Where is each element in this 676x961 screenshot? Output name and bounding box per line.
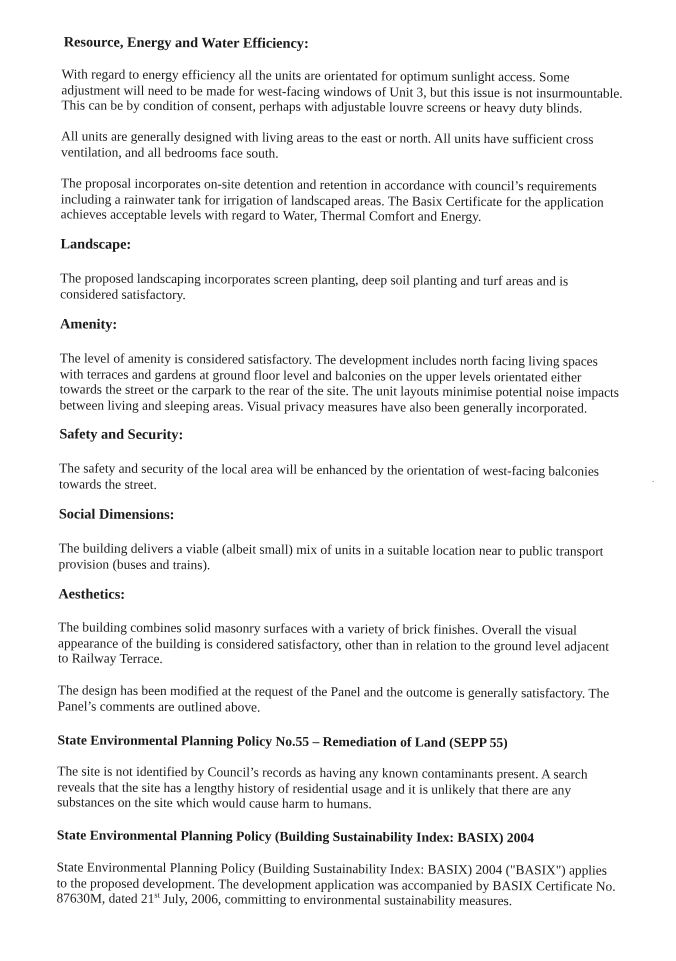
text-line-certificate-date (56, 891, 615, 910)
heading-resource-energy-water: Resource, Energy and Water Efficiency: (63, 34, 309, 52)
text-line: The safety and security of the local area will be enhanced by the orientation of west-facing balconies (59, 460, 600, 479)
heading-landscape: Landscape: (60, 236, 132, 253)
text-line: to Railway Terrace. (57, 650, 163, 667)
text-line: achieves acceptable levels with regard to Water, Thermal Comfort and Energy. (60, 206, 482, 225)
paragraph-landscape (60, 270, 568, 304)
text-line: including a rainwater tank for irrigation of landscaped areas. The Basix Certificate for the application (60, 190, 604, 210)
text-line: with terraces and gardens at ground floor level and balconies on the upper levels orientated either (59, 365, 582, 385)
text-line: to the proposed development. The development application was accompanied by BASIX Certificate No. (56, 874, 616, 894)
heading-basix: State Environmental Planning Policy (Building Sustainability Index: BASIX) 2004 (56, 827, 535, 846)
text-line: This can be by condition of consent, perhaps with adjustable louvre screens or heavy duty blinds. (61, 97, 583, 116)
text-line: The proposal incorporates on-site detention and retention in accordance with council’s requirements (60, 175, 597, 194)
paragraph-amenity (59, 350, 619, 416)
heading-safety-security: Safety and Security: (59, 426, 184, 444)
text-line: ventilation, and all bedrooms face south. (61, 143, 279, 161)
text-line: considered satisfactory. (60, 285, 186, 302)
commitment-text: July, 2006, committing to environmental sustainability measures. (159, 891, 513, 909)
text-line: towards the street. (59, 475, 157, 492)
text-line: The building delivers a viable (albeit small) mix of units in a suitable location near to public transport (58, 540, 604, 559)
text-line: appearance of the building is considered satisfactory, other than in relation to the ground level adjacent (58, 634, 610, 654)
text-line: provision (buses and trains). (58, 555, 211, 572)
paragraph-aesthetics (58, 619, 609, 669)
heading-social-dimensions: Social Dimensions: (58, 506, 175, 524)
text-line: towards the street or the carpark to the rear of the site. The unit layouts minimise potential noise impacts (59, 381, 620, 400)
text-line: The proposed landscaping incorporates screen planting, deep soil planting and turf areas and is (60, 270, 569, 289)
text-line: With regard to energy efficiency all the units are orientated for optimum sunlight access. Some (61, 66, 570, 85)
margin-mark: . (652, 474, 655, 484)
paragraph-social-dimensions (59, 540, 604, 575)
heading-aesthetics: Aesthetics: (58, 586, 126, 603)
heading-sepp-55: State Environmental Planning Policy No.55 – Remediation of Land (SEPP 55) (57, 732, 508, 751)
text-line: between living and sleeping areas. Visual privacy measures have also been generally incorporated. (59, 397, 588, 416)
text-line: The level of amenity is considered satisfactory. The development includes north facing living spaces (59, 350, 598, 369)
text-line: State Environmental Planning Policy (Building Sustainability Index: BASIX) 2004 ("BASIX") applies (56, 859, 607, 878)
paragraph-safety-security (59, 460, 599, 494)
text-line: The design has been modified at the request of the Panel and the outcome is generally satisfactory. The (57, 682, 610, 701)
text-line: All units are generally designed with living areas to the east or north. All units have sufficient cross (61, 128, 594, 147)
ordinal-suffix: st (154, 890, 160, 900)
paragraph-detention-retention (61, 175, 604, 225)
text-line: adjustment will need to be made for west-facing windows of Unit 3, but this issue is not insurmountable. (61, 81, 623, 101)
paragraph-energy-efficiency (61, 66, 622, 116)
paragraph-living-areas (61, 128, 593, 162)
paragraph-basix (56, 859, 615, 909)
paragraph-sepp-55 (57, 763, 588, 813)
paragraph-design-modified (58, 682, 610, 717)
text-line: The site is not identified by Council’s records as having any known contaminants present. A search (57, 763, 588, 782)
text-line: reveals that the site has a lengthy history of residential usage and it is unlikely that there are any (57, 778, 572, 798)
text-line: Panel’s comments are outlined above. (57, 697, 261, 715)
heading-amenity: Amenity: (59, 316, 118, 333)
text-line: The building combines solid masonry surfaces with a variety of brick finishes. Overall the visual (58, 619, 577, 638)
date-text: 87630M, dated 21 (56, 890, 155, 907)
text-line: substances on the site which would cause harm to humans. (57, 794, 372, 812)
